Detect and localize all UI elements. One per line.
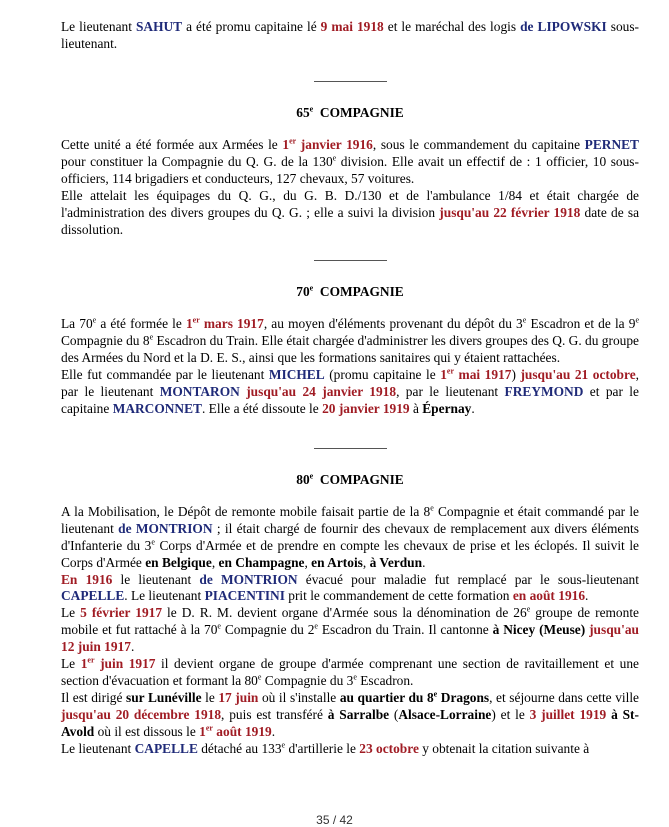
text-run: a été formée le: [96, 316, 186, 332]
text-run: où il est dissous le: [94, 723, 200, 739]
person-name: MONTARON: [159, 384, 240, 400]
text-run: , par le lieutenant: [61, 367, 640, 400]
place-text: Alsace-Lorraine: [398, 706, 492, 722]
place-text: e: [433, 689, 438, 699]
text-run: e: [281, 740, 286, 750]
date-text: janvier 1916: [296, 137, 373, 152]
paragraph: [61, 367, 639, 418]
place-text: sur Lunéville: [126, 689, 202, 705]
text-run: Elle attelait les équipages du Q. G., du G. B. D./130 et de l'ambulance 1/84 et était chargée de l'administration des divers groupes du Q. G. ; elle a suivi la division: [61, 187, 639, 220]
text-run: e: [314, 621, 318, 631]
text-run: a été promu capitaine lé: [182, 19, 321, 34]
date-text: mars 1917: [199, 316, 264, 332]
text-run: sous-lieutenant.: [61, 19, 640, 51]
person-name: de MONTRION: [199, 571, 298, 587]
date-text: jusqu'au 24 janvier 1918: [246, 384, 397, 400]
heading-number: 80: [296, 471, 310, 487]
text-run: , au moyen d'éléments provenant du dépôt du 3: [263, 316, 523, 332]
paragraph: [61, 137, 639, 188]
text-run: et par le capitaine: [61, 384, 639, 416]
text-run: , puis est transféré: [221, 706, 328, 722]
text-run: ,: [304, 554, 312, 570]
text-run: évacué pour maladie fut remplacé par le sous-lieutenant: [297, 571, 639, 587]
text-run: Le lieutenant: [61, 19, 136, 34]
date-text: 9 mai 1918: [320, 19, 384, 34]
text-run: e: [430, 503, 434, 513]
date-text: 1: [185, 316, 193, 332]
date-text: juin 1917: [94, 656, 156, 672]
paragraph: [61, 741, 639, 758]
person-name: MICHEL: [268, 367, 325, 383]
place-text: au quartier du 8: [339, 689, 434, 705]
text-run: (: [389, 706, 399, 722]
person-name: CAPELLE: [61, 588, 125, 604]
date-text: jusqu'au 21 octobre: [520, 367, 636, 383]
text-run: .: [130, 639, 135, 655]
section-heading: [61, 471, 639, 488]
text-run: Le lieutenant: [61, 740, 135, 756]
text-run: e: [526, 604, 531, 614]
text-run: le D. R. M. devient organe d'Armée sous la dénomination de 26: [162, 605, 527, 621]
date-text: en août 1916: [512, 588, 586, 604]
text-run: Escadron.: [356, 672, 414, 688]
text-run: et le maréchal des logis: [383, 19, 521, 34]
paragraph: [61, 572, 639, 606]
date-text: mai 1917: [454, 367, 512, 383]
heading-number: 65: [296, 105, 310, 120]
section-heading: [61, 104, 639, 121]
text-run: Le: [61, 605, 81, 621]
date-text: 1: [80, 656, 88, 672]
paragraph: [61, 188, 639, 239]
person-name: de MONTRION: [118, 520, 213, 536]
date-text: 23 octobre: [359, 740, 419, 756]
date-text: er: [205, 723, 213, 733]
section-divider: [314, 81, 387, 82]
text-run: ) et le: [491, 706, 530, 722]
text-run: e: [151, 537, 155, 547]
section-65e-compagnie: [61, 104, 639, 238]
text-run: e: [149, 332, 154, 342]
place-text: à Verdun: [369, 554, 423, 570]
text-run: pour constituer la Compagnie du Q. G. de la 130: [61, 153, 333, 169]
text-run: e: [217, 621, 221, 631]
heading-superscript: e: [309, 471, 314, 481]
text-run: à: [409, 400, 423, 416]
text-run: Compagnie du 8: [61, 333, 150, 349]
person-name: FREYMOND: [504, 384, 584, 400]
heading-word: COMPAGNIE: [319, 284, 404, 300]
text-run: .: [422, 554, 426, 570]
heading-word: COMPAGNIE: [319, 105, 404, 120]
text-run: . Le lieutenant: [124, 588, 205, 604]
text-run: Compagnie du 3: [261, 672, 354, 688]
section-divider: [314, 448, 387, 449]
text-run: La 70: [61, 316, 93, 332]
text-run: prit le commandement de cette formation: [284, 588, 513, 604]
date-text: 1: [440, 367, 447, 383]
text-run: Escadron du Train. Il cantonne: [317, 622, 493, 638]
text-run: Compagnie et était commandé par le lieutenant: [61, 503, 639, 536]
text-run: Escadron et de la 9: [526, 316, 636, 332]
paragraph: [61, 690, 639, 741]
date-text: er: [192, 315, 200, 325]
date-text: 20 janvier 1919: [322, 400, 410, 416]
heading-superscript: e: [309, 283, 314, 293]
date-text: er: [446, 366, 455, 376]
place-text: Dragons: [437, 689, 490, 705]
person-name: CAPELLE: [134, 740, 198, 756]
text-run: e: [353, 672, 357, 682]
text-run: où il s'installe: [258, 689, 340, 705]
date-text: 3 juillet 1919: [529, 706, 607, 722]
date-text: er: [289, 136, 297, 146]
person-name: PERNET: [584, 137, 639, 152]
text-run: e: [257, 672, 262, 682]
text-run: , et séjourne dans cette ville: [489, 689, 639, 705]
paragraph: [61, 316, 639, 367]
text-run: Il est dirigé: [61, 689, 127, 705]
text-run: ,: [211, 554, 219, 570]
place-text: en Belgique: [145, 554, 212, 570]
place-text: (Meuse): [539, 622, 586, 638]
text-run: d'artillerie le: [285, 740, 360, 756]
text-run: .: [471, 400, 475, 416]
text-run: e: [522, 315, 527, 325]
person-name: MARCONNET: [112, 400, 202, 416]
text-run: . Elle a été dissoute le: [201, 400, 323, 416]
paragraph: [61, 19, 639, 53]
text-run: .: [271, 723, 276, 739]
text-run: (promu capitaine le: [324, 367, 441, 383]
person-name: SAHUT: [135, 19, 183, 34]
text-run: Cette unité a été formée aux Armées le: [61, 137, 283, 152]
date-text: jusqu'au 20 décembre 1918: [61, 706, 222, 722]
text-run: y obtenait la citation suivante à: [418, 740, 590, 756]
text-run: e: [332, 153, 337, 163]
date-text: 1: [199, 723, 206, 739]
place-text: en Champagne: [218, 554, 305, 570]
document-page: [61, 19, 639, 757]
person-name: PIACENTINI: [204, 588, 285, 604]
text-run: Escadron du Train. Elle était chargée d'administrer les divers groupes des Q. G. du groupe des Armées du Nord et la D. E. S., ainsi que les formations sanitaires qui y étaient rattachées.: [61, 333, 639, 366]
text-run: groupe de remonte mobile et fut rattaché à la 70: [61, 605, 639, 638]
text-run: le lieutenant: [112, 571, 200, 587]
text-run: e: [92, 315, 97, 325]
place-text: à Sarralbe: [327, 706, 390, 722]
page-number: 35 / 42: [316, 813, 353, 827]
date-text: 5 février 1917: [80, 605, 163, 621]
date-text: er: [87, 655, 95, 665]
text-run: , par le lieutenant: [396, 384, 505, 400]
text-run: le: [201, 689, 219, 705]
section-heading: [61, 283, 639, 300]
date-text: jusqu'au 22 février 1918: [439, 204, 581, 220]
text-run: date de sa dissolution.: [61, 204, 640, 237]
text-run: division. Elle avait un effectif de : 1 officier, 10 sous-officiers, 114 brigadiers et conducteurs, 127 chevaux, 57 voitures.: [61, 153, 639, 186]
date-text: 17 juin: [218, 689, 259, 705]
date-text: août 1919: [212, 723, 272, 739]
intro-section: [61, 19, 639, 59]
text-run: il devient organe de groupe d'armée comprenant une section de ravitaillement et une section d'évacuation et formant la 80: [61, 656, 639, 688]
text-run: ,: [362, 554, 370, 570]
text-run: A la Mobilisation, le Dépôt de remonte mobile faisait partie de la 8: [61, 503, 431, 519]
text-run: Elle fut commandée par le lieutenant: [61, 367, 269, 383]
paragraph: [61, 605, 639, 656]
date-text: En 1916: [61, 571, 113, 587]
person-name: de LIPOWSKI: [520, 19, 607, 34]
date-text: jusqu'au 12 juin 1917: [61, 622, 639, 655]
text-run: Compagnie du 2: [220, 622, 315, 638]
text-run: .: [585, 588, 589, 604]
text-run: e: [635, 315, 639, 325]
heading-superscript: e: [309, 104, 314, 114]
text-run: Le: [61, 656, 81, 672]
text-run: détaché au 133: [197, 740, 282, 756]
paragraph: [61, 504, 639, 572]
section-70e-compagnie: [61, 283, 639, 417]
heading-word: COMPAGNIE: [319, 471, 404, 487]
text-run: ): [511, 367, 521, 383]
paragraph: [61, 656, 639, 690]
text-run: , sous le commandement du capitaine: [372, 137, 585, 152]
section-divider: [314, 260, 387, 261]
place-text: à Nicey: [492, 622, 536, 638]
place-text: en Artois: [311, 554, 363, 570]
text-run: Corps d'Armée et de prendre en compte les chevaux de prise et les éclopés. Il suivit le Corps d'Armée: [61, 537, 639, 570]
section-80e-compagnie: [61, 471, 639, 758]
place-text: Épernay: [422, 400, 472, 416]
heading-number: 70: [296, 284, 310, 300]
place-text: à St-Avold: [61, 706, 639, 739]
date-text: 1: [282, 137, 290, 152]
text-run: ; il était chargé de fournir des chevaux de remplacement aux divers éléments d'Infanterie du 3: [61, 520, 639, 553]
